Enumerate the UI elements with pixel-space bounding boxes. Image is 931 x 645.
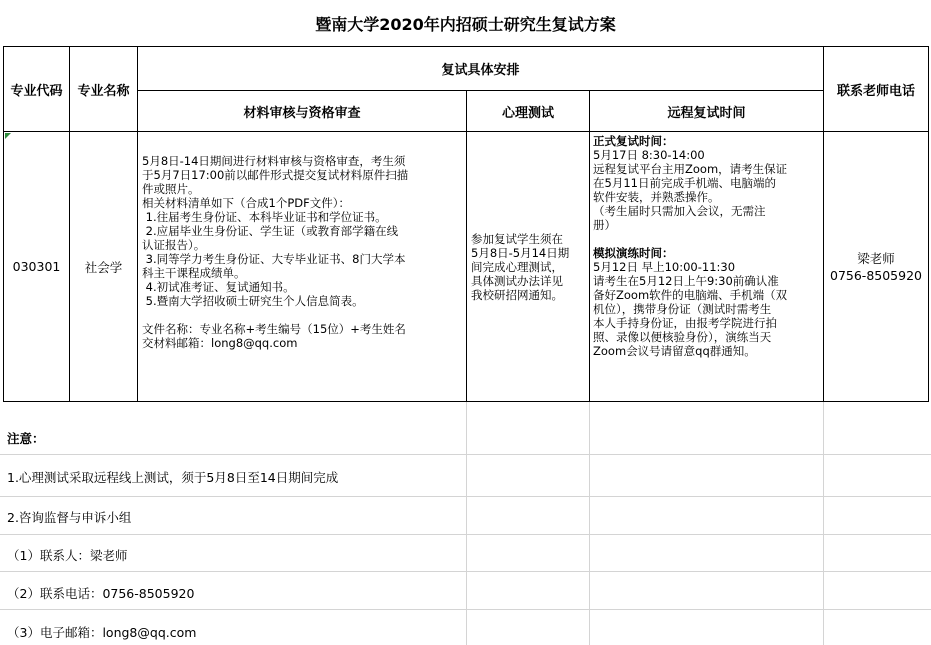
header-code: 专业代码 — [4, 47, 70, 132]
contact-phone: 0756-8505920 — [830, 267, 922, 283]
mock-time-text — [593, 260, 820, 358]
materials-line: 相关材料清单如下（合成1个PDF文件）： — [142, 196, 350, 210]
cell-name: 社会学 — [70, 132, 138, 402]
materials-line: 认证报告）。 — [142, 238, 206, 252]
mock-time-line: 5月12日 早上10:00-11:30 — [593, 260, 736, 274]
note-item-1: 1.心理测试采取远程线上测试，须于5月8日至14日期间完成 — [7, 470, 339, 485]
psych-line: 间完成心理测试， — [471, 259, 563, 274]
header-name: 专业名称 — [70, 47, 138, 132]
formal-time-line: 5月17日 8:30-14:00 — [593, 148, 705, 162]
cell-materials — [138, 132, 467, 402]
header-remote: 远程复试时间 — [590, 91, 824, 132]
header-psych: 心理测试 — [467, 91, 590, 132]
materials-line: 文件名称：专业名称+考生编号（15位）+考生姓名 — [142, 322, 406, 336]
formal-time-text — [593, 148, 820, 232]
cell-code: 030301 — [4, 132, 70, 402]
cell-remote — [590, 132, 824, 402]
notes-heading: 注意： — [7, 431, 45, 446]
materials-line: 于5月7日17:00前以邮件形式提交复试材料原件扫描 — [142, 168, 409, 182]
mock-time-line: Zoom会议号请留意qq群通知。 — [593, 344, 756, 358]
formal-time-line: 在5月11日前完成手机端、电脑端的 — [593, 176, 776, 190]
psych-line: 具体测试办法详见 — [471, 273, 563, 288]
note-item-4: （2）联系电话：0756-8505920 — [7, 586, 195, 601]
psych-line: 我校研招网通知。 — [471, 287, 563, 302]
header-materials: 材料审核与资格审查 — [138, 91, 467, 132]
header-arrangement: 复试具体安排 — [138, 47, 824, 91]
materials-line: 1.往届考生身份证、本科毕业证书和学位证书。 — [142, 210, 387, 224]
materials-line: 科主干课程成绩单。 — [142, 266, 246, 280]
formal-time-line: 软件安装，并熟悉操作。 — [593, 190, 720, 204]
page-title: 暨南大学2020年内招硕士研究生复试方案 — [315, 14, 616, 34]
materials-line: 交材料邮箱：long8@qq.com — [142, 336, 298, 350]
comment-marker — [5, 133, 11, 139]
materials-line: 5月8日-14日期间进行材料审核与资格审查，考生须 — [142, 154, 406, 168]
formal-time-line: 远程复试平台主用Zoom，请考生保证 — [593, 162, 788, 176]
mock-time-line: 机位），携带身份证（测试时需考生 — [593, 302, 772, 316]
formal-time-line: （考生届时只需加入会议，无需注 — [593, 204, 766, 218]
header-contact: 联系老师电话 — [824, 47, 929, 132]
psych-text — [471, 232, 569, 302]
note-item-5: （3）电子邮箱：long8@qq.com — [7, 625, 197, 640]
cell-psych — [467, 132, 590, 402]
mock-time-line: 本人手持身份证，由报考学院进行拍 — [593, 316, 777, 330]
formal-time-title: 正式复试时间： — [593, 134, 674, 148]
materials-line: 2.应届毕业生身份证、学生证（或教育部学籍在线 — [142, 224, 399, 238]
contact-name: 梁老师 — [857, 250, 895, 266]
note-item-2: 2.咨询监督与申诉小组 — [7, 510, 132, 525]
mock-time-line: 请考生在5月12日上午9:30前确认准 — [593, 274, 779, 288]
psych-line: 参加复试学生须在 — [471, 231, 563, 246]
mock-time-title: 模拟演练时间： — [593, 246, 674, 260]
formal-time-line: 册） — [593, 218, 616, 232]
note-item-3: （1）联系人：梁老师 — [7, 548, 128, 563]
materials-line: 3.同等学力考生身份证、大专毕业证书、8门大学本 — [142, 252, 406, 266]
materials-line: 5.暨南大学招收硕士研究生个人信息简表。 — [142, 294, 364, 308]
materials-line — [142, 308, 462, 322]
cell-contact — [824, 132, 929, 402]
materials-line: 4.初试准考证、复试通知书。 — [142, 280, 295, 294]
materials-line: 件或照片。 — [142, 182, 200, 196]
psych-line: 5月8日-5月14日期 — [471, 245, 570, 260]
materials-text — [142, 154, 462, 350]
mock-time-line: 照、录像以便核验身份），演练当天 — [593, 330, 772, 344]
mock-time-line: 备好Zoom软件的电脑端、手机端（双 — [593, 288, 788, 302]
